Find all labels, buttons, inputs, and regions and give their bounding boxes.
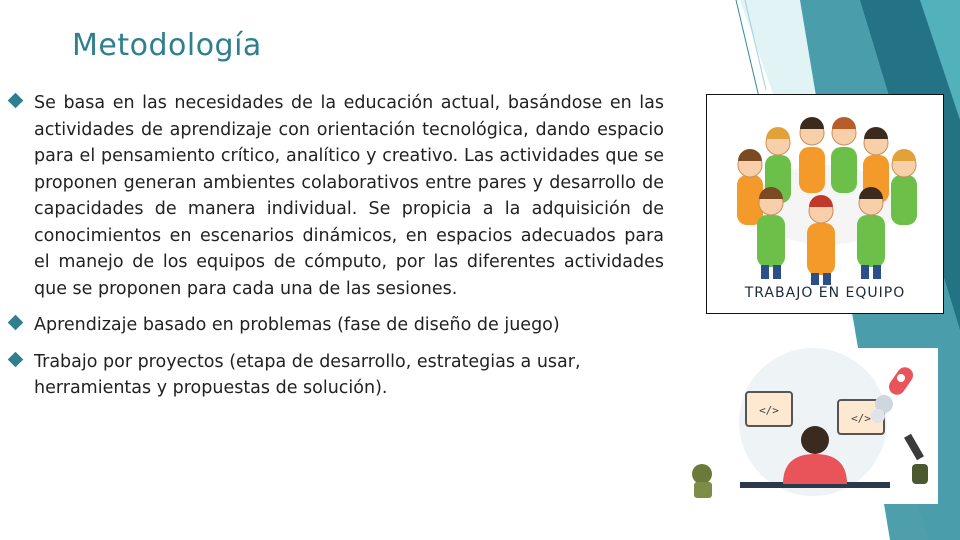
code-screen-icon: </> — [851, 412, 871, 425]
bullet-text: Se basa en las necesidades de la educación actual, basándose en las actividades de aprendizaje con orientación tecnológica, dando espacio para el pensamiento crítico, analítico y creativo. Las actividades que se proponen generan ambientes colaborativos entre pares y desarrollo de capacidades de manera individual. Se propicia a la adquisición de conocimientos en escenarios dinámicos, en espacios adecuados para el manejo de los equipos de cómputo, por las diferentes actividades que se proponen para cada una de las sesiones. — [34, 93, 664, 299]
teamwork-caption: TRABAJO EN EQUIPO — [744, 285, 906, 301]
diamond-bullet-icon — [8, 93, 24, 109]
bullet-text: Aprendizaje basado en problemas (fase de diseño de juego) — [34, 315, 560, 335]
bullet-list — [8, 90, 664, 411]
slide-title: Metodología — [72, 28, 262, 63]
teamwork-illustration — [707, 95, 944, 314]
diamond-bullet-icon — [8, 315, 24, 331]
diamond-bullet-icon — [8, 351, 24, 367]
developer-illustration — [688, 348, 938, 504]
bullet-text: Trabajo por proyectos (etapa de desarrollo, estrategias a usar, herramientas y propuestas de solución). — [34, 351, 581, 398]
teamwork-image — [706, 94, 944, 314]
developer-image — [688, 348, 938, 504]
bullet-item — [8, 312, 664, 339]
rocket-icon — [886, 364, 916, 398]
code-screen-icon: </> — [759, 404, 779, 417]
bullet-item — [8, 90, 664, 302]
bullet-item — [8, 349, 664, 402]
